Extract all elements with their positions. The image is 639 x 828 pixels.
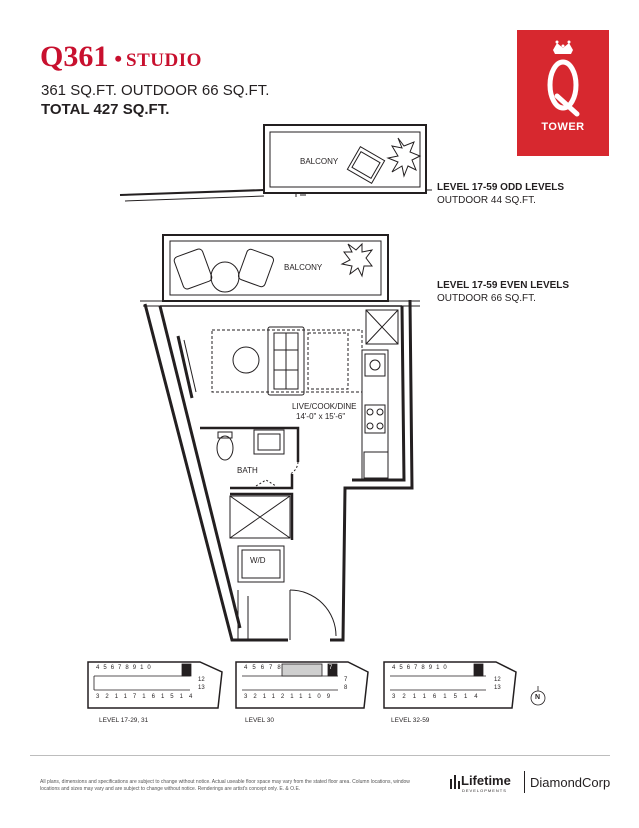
north-label: N	[535, 694, 541, 701]
unit-code: Q361	[40, 40, 109, 73]
diamondcorp-brand: DiamondCorp	[530, 775, 611, 790]
odd-levels-heading: LEVEL 17-59 ODD LEVELS	[437, 182, 565, 193]
lifetime-brand: Lifetime	[461, 773, 511, 788]
key-plan-2-highlight: 7	[329, 665, 333, 671]
area-line: 361 SQ.FT. OUTDOOR 66 SQ.FT.	[41, 82, 270, 99]
key-plan-2-top-units: 45678	[244, 665, 286, 671]
even-levels-heading: LEVEL 17-59 EVEN LEVELS	[437, 280, 570, 291]
unit-separator: •	[114, 46, 123, 71]
main-room-dims: 14'-0" x 15'-6"	[296, 412, 346, 421]
key-plan-2-label: LEVEL 30	[245, 717, 275, 724]
key-plan-3-bottom-units: 321161514	[392, 694, 485, 700]
lifetime-mark-icon	[450, 775, 460, 789]
key-plan-2-side-units: 7 8	[344, 677, 348, 691]
main-room-label: LIVE/COOK/DINE	[292, 402, 357, 411]
even-balcony-label: BALCONY	[284, 263, 323, 272]
disclaimer: All plans, dimensions and specifications are subject to change without notice. Actual useable floor space may vary from the stated floor area. Column locations, window locations and sizes may vary and are subject to change without notice. Renderings are artist's concept only. E. & O.E.	[40, 779, 410, 792]
odd-balcony-label: BALCONY	[300, 157, 339, 166]
odd-levels-outdoor: OUTDOOR 44 SQ.FT.	[437, 195, 536, 206]
even-levels-outdoor: OUTDOOR 66 SQ.FT.	[437, 293, 536, 304]
key-plan-3-side-units: 12 13	[494, 677, 501, 691]
bath-label: BATH	[237, 466, 258, 475]
key-plan-3-label: LEVEL 32-59	[391, 717, 430, 724]
brand-divider	[524, 771, 525, 793]
total-area: TOTAL 427 SQ.FT.	[41, 101, 170, 118]
key-plan-1-label: LEVEL 17-29, 31	[99, 717, 149, 724]
key-plan-1-side-units: 12 13	[198, 677, 205, 691]
key-plan-3-top-units: 4567891011	[392, 665, 465, 671]
unit-type: STUDIO	[126, 50, 202, 71]
key-plan-2-bottom-units: 3211211109	[244, 694, 337, 700]
key-plan-1-top-units: 4567891011	[96, 665, 169, 671]
lifetime-logo	[450, 773, 510, 797]
logo-text: TOWER	[541, 121, 585, 133]
footer-divider	[30, 755, 610, 756]
laundry-label: W/D	[250, 556, 266, 565]
lifetime-sub: DEVELOPMENTS	[462, 788, 507, 793]
key-plan-1-bottom-units: 32117161514	[96, 694, 199, 700]
